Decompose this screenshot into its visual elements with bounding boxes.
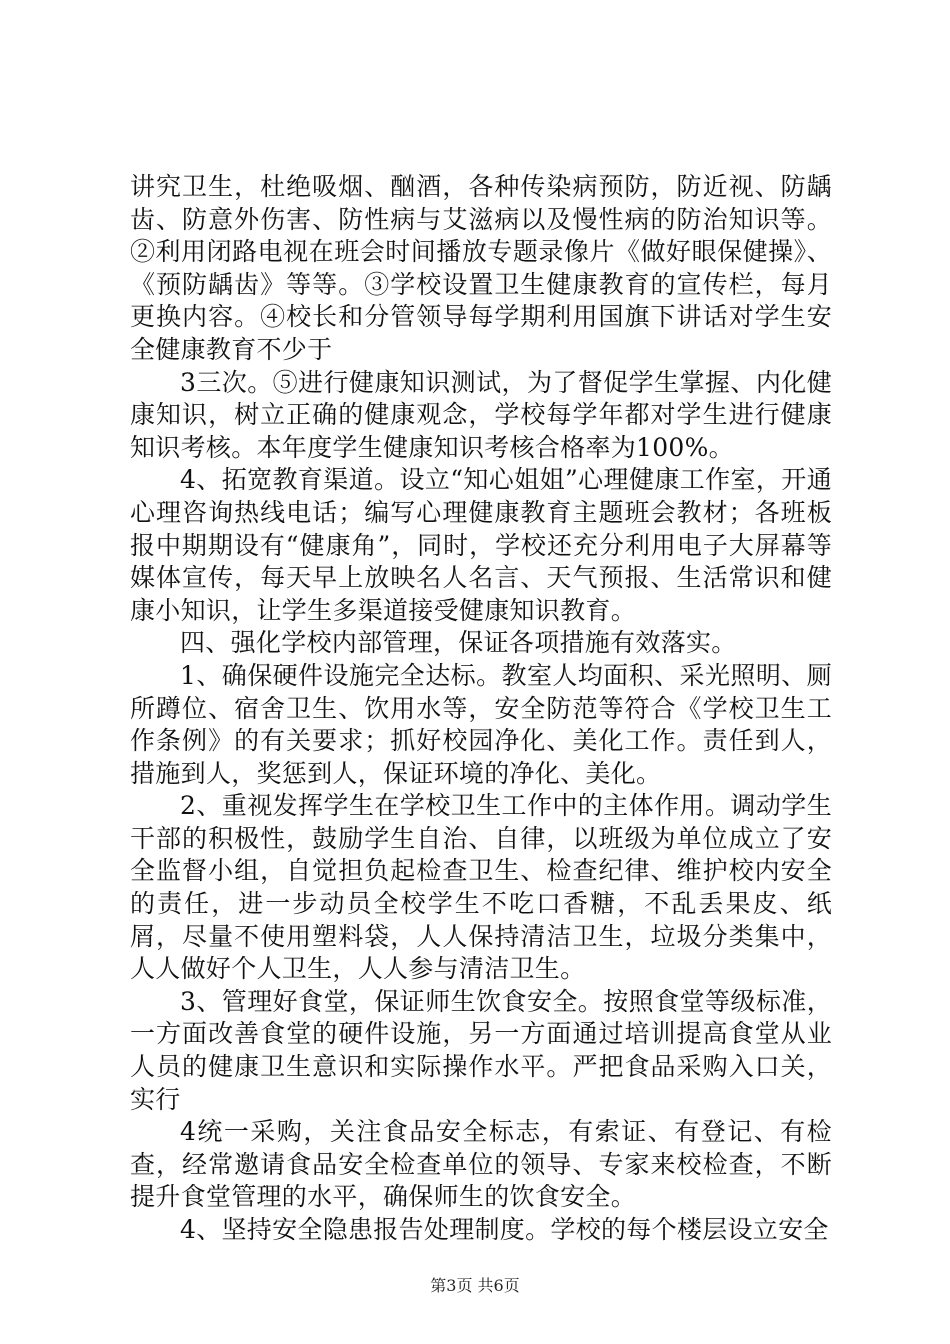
paragraph-8: 4统一采购，关注食品安全标志，有索证、有登记、有检查，经常邀请食品安全检查单位的领导、专家来校检查，不断提升食堂管理的水平，确保师生的饮食安全。 [130, 1117, 832, 1212]
paragraph-5: 1、确保硬件设施完全达标。教室人均面积、采光照明、厕所蹲位、宿舍卫生、饮用水等，安全防范等符合《学校卫生工作条例》的有关要求；抓好校园净化、美化工作。责任到人，措施到人，奖惩到人，保证环境的净化、美化。 [130, 660, 832, 788]
paragraph-3: 4、拓宽教育渠道。设立“知心姐姐”心理健康工作室，开通心理咨询热线电话；编写心理健康教育主题班会教材；各班板报中期期设有“健康角”，同时，学校还充分利用电子大屏幕等媒体宣传，每天早上放映名人名言、天气预报、生活常识和健康小知识，让学生多渠道接受健康知识教育。 [130, 465, 832, 625]
document-body [130, 171, 832, 1247]
paragraph-9: 4、坚持安全隐患报告处理制度。学校的每个楼层设立安全 [180, 1215, 829, 1244]
paragraph-2: 3三次。⑤进行健康知识测试，为了督促学生掌握、内化健康知识，树立正确的健康观念，学校每学年都对学生进行健康知识考核。本年度学生健康知识考核合格率为100%。 [130, 367, 832, 462]
paragraph-4-heading: 四、强化学校内部管理，保证各项措施有效落实。 [180, 628, 737, 658]
paragraph-6: 2、重视发挥学生在学校卫生工作中的主体作用。调动学生干部的积极性，鼓励学生自治、自律，以班级为单位成立了安全监督小组，自觉担负起检查卫生、检查纪律、维护校内安全的责任，进一步动员全校学生不吃口香糖，不乱丢果皮、纸屑，尽量不使用塑料袋，人人保持清洁卫生，垃圾分类集中，人人做好个人卫生，人人参与清洁卫生。 [130, 791, 832, 984]
paragraph-1: 讲究卫生，杜绝吸烟、酗酒，各种传染病预防，防近视、防龋齿、防意外伤害、防性病与艾滋病以及慢性病的防治知识等。②利用闭路电视在班会时间播放专题录像片《做好眼保健操》、《预防龋齿》等等。③学校设置卫生健康教育的宣传栏，每月更换内容。④校长和分管领导每学期利用国旗下讲话对学生安全健康教育不少于 [130, 172, 832, 364]
paragraph-7: 3、管理好食堂，保证师生饮食安全。按照食堂等级标准，一方面改善食堂的硬件设施，另一方面通过培训提高食堂从业人员的健康卫生意识和实际操作水平。严把食品采购入口关，实行 [130, 986, 832, 1114]
page-footer: 第3页 共6页 [430, 1276, 520, 1295]
